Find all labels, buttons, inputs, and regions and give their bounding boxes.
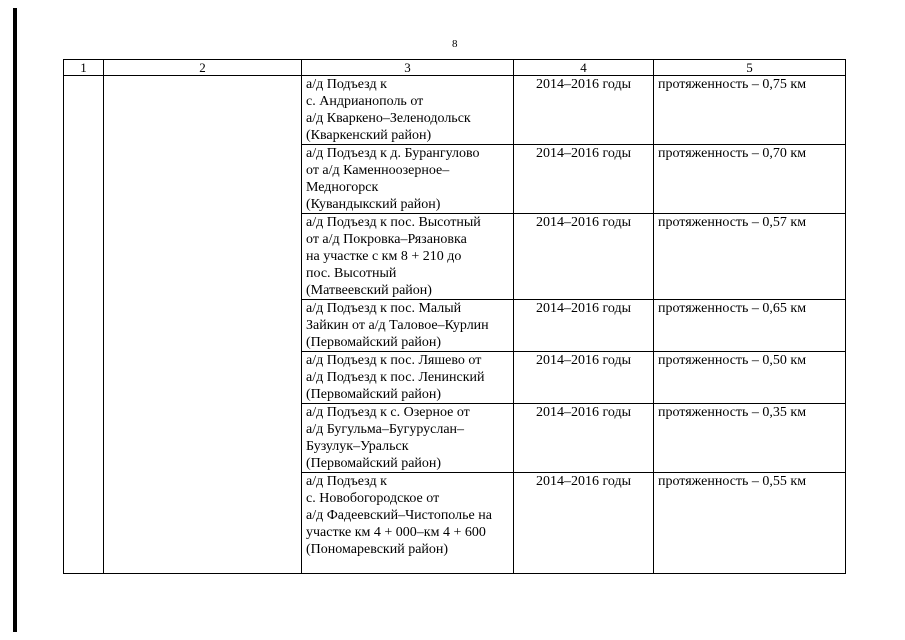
road-cell: а/д Подъезд к пос. Малый Зайкин от а/д Таловое–Курлин (Первомайский район) [302, 300, 514, 352]
period-cell: 2014–2016 годы [514, 76, 654, 145]
indicator-cell: протяженность – 0,57 км [654, 214, 846, 300]
page-number: 8 [452, 38, 458, 50]
scan-edge-bar [13, 8, 17, 632]
indicator-cell: протяженность – 0,50 км [654, 352, 846, 404]
period-cell: 2014–2016 годы [514, 352, 654, 404]
column-header-4: 4 [514, 60, 654, 76]
activity-cell-merged [104, 76, 302, 574]
column-header-2: 2 [104, 60, 302, 76]
table-header-row [64, 60, 846, 76]
table-row [64, 76, 846, 145]
indicator-cell: протяженность – 0,35 км [654, 404, 846, 473]
road-cell: а/д Подъезд к с. Андрианополь от а/д Кваркено–Зеленодольск (Кваркенский район) [302, 76, 514, 145]
indicator-cell: протяженность – 0,55 км [654, 473, 846, 574]
indicator-cell: протяженность – 0,75 км [654, 76, 846, 145]
indicator-cell: протяженность – 0,65 км [654, 300, 846, 352]
column-header-5: 5 [654, 60, 846, 76]
road-cell: а/д Подъезд к пос. Ляшево от а/д Подъезд к пос. Ленинский (Первомайский район) [302, 352, 514, 404]
column-header-1: 1 [64, 60, 104, 76]
road-cell: а/д Подъезд к с. Новобогородское от а/д Фадеевский–Чистополье на участке км 4 + 000–км 4 + 600 (Пономаревский район) [302, 473, 514, 574]
road-cell: а/д Подъезд к пос. Высотный от а/д Покровка–Рязановка на участке с км 8 + 210 до пос. Высотный (Матвеевский район) [302, 214, 514, 300]
road-cell: а/д Подъезд к с. Озерное от а/д Бугульма–Бугуруслан– Бузулук–Уральск (Первомайский район) [302, 404, 514, 473]
indicator-cell: протяженность – 0,70 км [654, 145, 846, 214]
period-cell: 2014–2016 годы [514, 300, 654, 352]
road-works-table [63, 59, 846, 574]
period-cell: 2014–2016 годы [514, 214, 654, 300]
period-cell: 2014–2016 годы [514, 404, 654, 473]
road-cell: а/д Подъезд к д. Бурангулово от а/д Каменноозерное– Медногорск (Кувандыкский район) [302, 145, 514, 214]
period-cell: 2014–2016 годы [514, 145, 654, 214]
number-cell-merged [64, 76, 104, 574]
column-header-3: 3 [302, 60, 514, 76]
period-cell: 2014–2016 годы [514, 473, 654, 574]
